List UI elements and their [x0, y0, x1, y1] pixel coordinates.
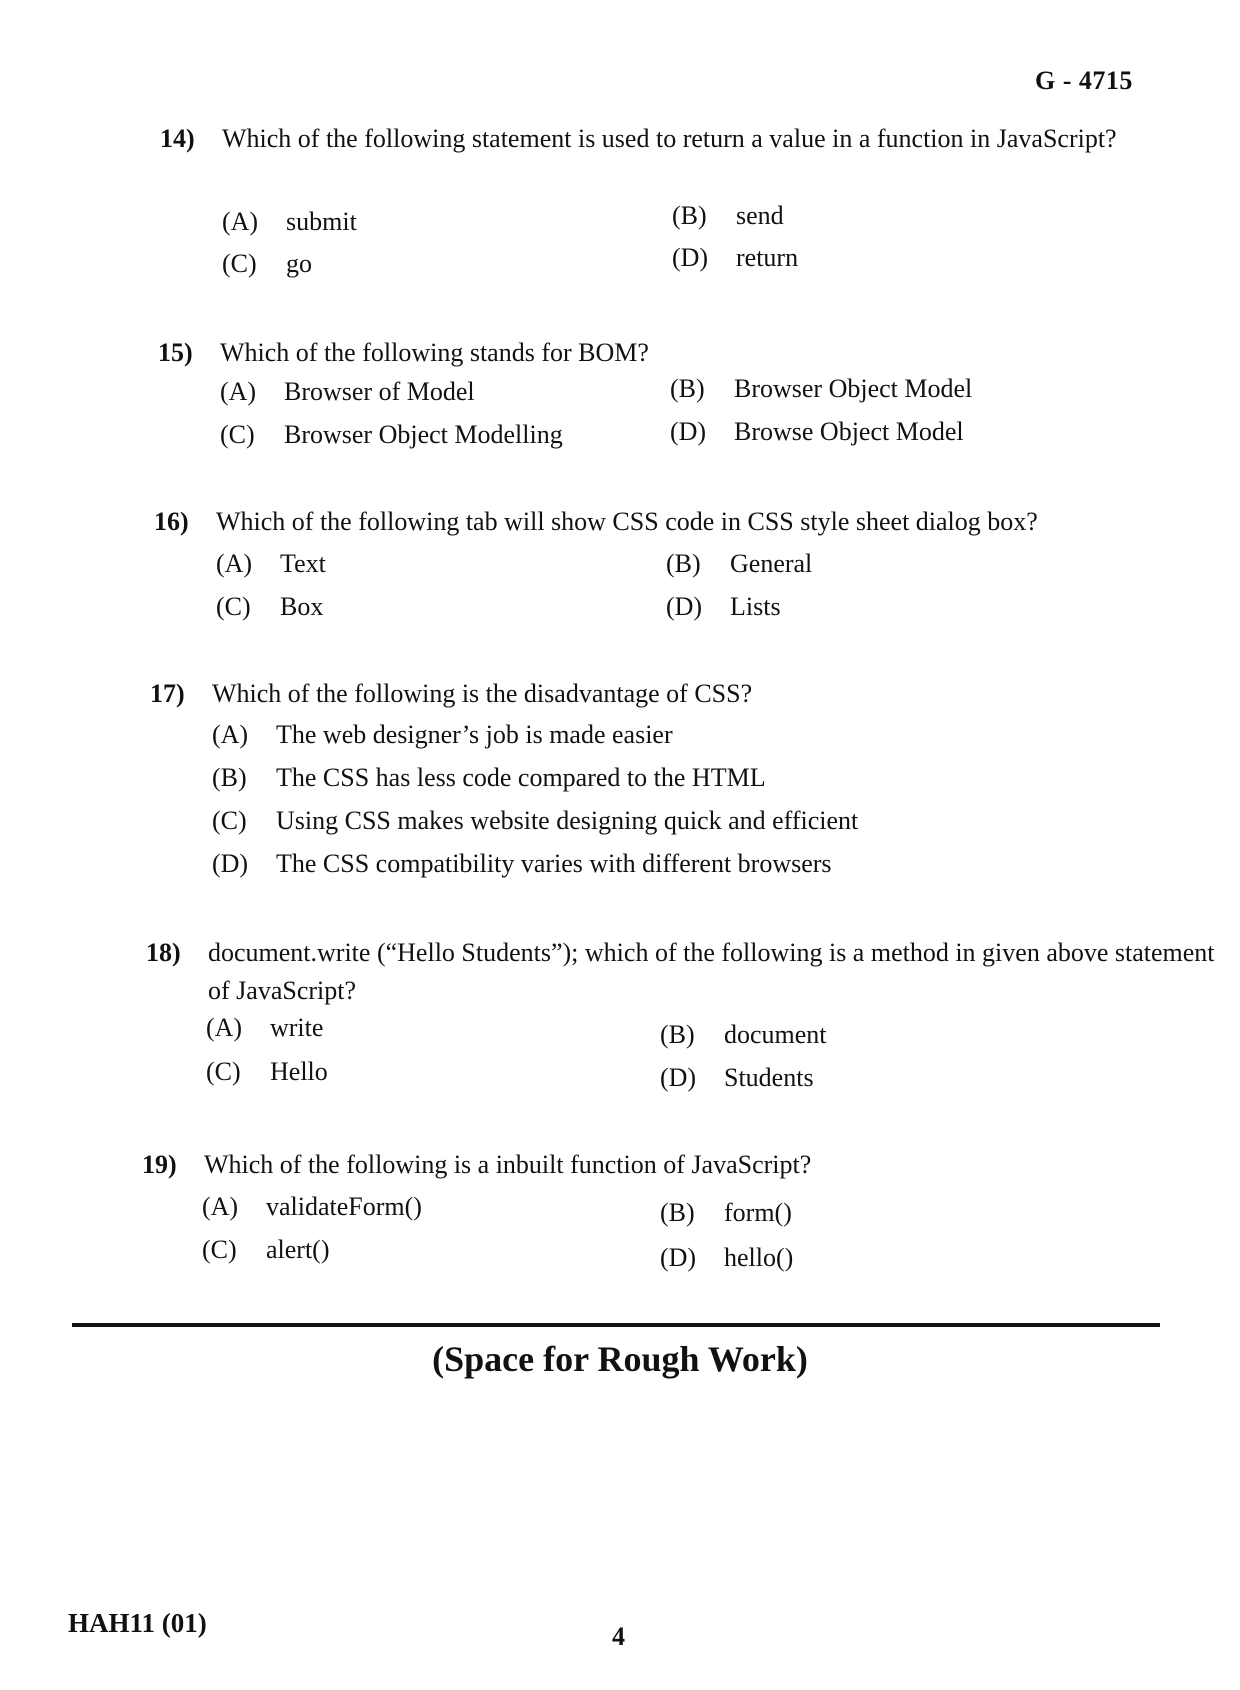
option-d: (D) Lists	[666, 592, 781, 621]
option-d: (D) Students	[660, 1063, 814, 1092]
option-b: (B) send	[672, 201, 784, 230]
question-text: Which of the following stands for BOM?	[220, 338, 649, 367]
option-c: (C) Browser Object Modelling	[220, 420, 563, 449]
divider-rule	[72, 1323, 1160, 1327]
option-a: (A) validateForm()	[202, 1192, 422, 1221]
question-number: 15)	[158, 338, 193, 367]
option-d: (D) return	[672, 243, 799, 272]
question-text: Which of the following is the disadvantage of CSS?	[212, 679, 753, 708]
footer-paper-code: HAH11 (01)	[68, 1608, 207, 1638]
option-b: (B) General	[666, 549, 813, 578]
option-b: (B) Browser Object Model	[670, 374, 973, 403]
option-c: (C) go	[222, 249, 312, 278]
option-a: (A) write	[206, 1013, 324, 1042]
option-a: (A) Text	[216, 549, 326, 578]
question-number: 14)	[160, 124, 195, 153]
question-number: 17)	[150, 679, 185, 708]
option-c: (C) Hello	[206, 1057, 328, 1086]
option-d: (D) hello()	[660, 1243, 794, 1272]
option-a: (A) submit	[222, 207, 357, 236]
option-a: (A) Browser of Model	[220, 377, 475, 406]
question-text: Which of the following tab will show CSS code in CSS style sheet dialog box?	[216, 507, 1038, 536]
option-b: (B) document	[660, 1020, 827, 1049]
option-d: (D) The CSS compatibility varies with different browsers	[212, 849, 832, 878]
question-text: Which of the following statement is used to return a value in a function in JavaScript?	[222, 124, 1117, 153]
question-number: 18)	[146, 938, 181, 967]
page-number: 4	[612, 1622, 625, 1651]
option-c: (C) alert()	[202, 1235, 330, 1264]
question-number: 19)	[142, 1150, 177, 1179]
option-d: (D) Browse Object Model	[670, 417, 964, 446]
rough-work-heading: (Space for Rough Work)	[432, 1339, 808, 1379]
option-c: (C) Box	[216, 592, 324, 621]
option-b: (B) The CSS has less code compared to the HTML	[212, 763, 766, 792]
question-text: Which of the following is a inbuilt function of JavaScript?	[204, 1150, 812, 1179]
question-text: document.write (“Hello Students”); which of the following is a method in given above statement of JavaScript?	[208, 938, 1215, 1005]
option-a: (A) The web designer’s job is made easier	[212, 720, 673, 749]
option-c: (C) Using CSS makes website designing quick and efficient	[212, 806, 859, 835]
option-b: (B) form()	[660, 1198, 792, 1227]
question-number: 16)	[154, 507, 189, 536]
paper-code-header: G - 4715	[1035, 66, 1133, 95]
